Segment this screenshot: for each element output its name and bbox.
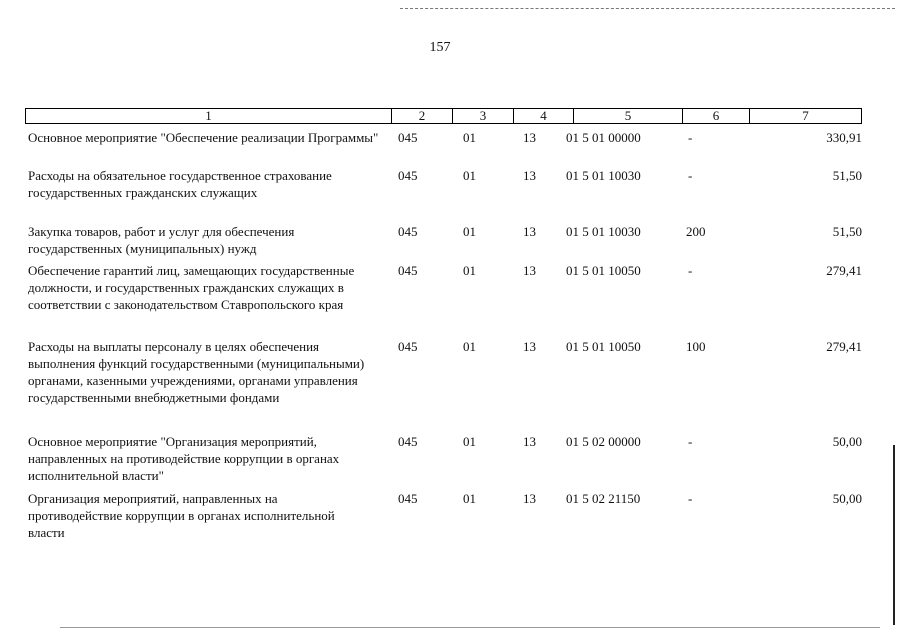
row-name: Расходы на обязательное государственное страхование государственных гражданских служащих	[28, 168, 332, 200]
row-name: Расходы на выплаты персоналу в целях обеспечения выполнения функций государственными (муниципальными) органами, казенными учреждениями, органами управления государственными внебюджетными фондами	[28, 339, 365, 405]
row-name: Организация мероприятий, направленных на противодействие коррупции в органах исполнительной власти	[28, 491, 335, 540]
row-code: 01 5 01 10030	[566, 224, 641, 239]
row-section: 01	[463, 263, 476, 278]
row-code: 01 5 01 10050	[566, 339, 641, 354]
row-section: 01	[463, 491, 476, 506]
row-name: Закупка товаров, работ и услуг для обеспечения государственных (муниципальных) нужд	[28, 224, 295, 256]
row-section: 01	[463, 130, 476, 145]
row-code: 01 5 01 10030	[566, 168, 641, 183]
row-section: 01	[463, 434, 476, 449]
row-grbs: 045	[398, 434, 418, 449]
row-section: 01	[463, 224, 476, 239]
row-subsection: 13	[523, 491, 536, 506]
header-col-2: 2	[391, 109, 452, 123]
row-type: -	[688, 168, 693, 183]
row-sum: 330,91	[826, 130, 862, 145]
header-col-1: 1	[205, 108, 212, 123]
header-col-3: 3	[452, 109, 513, 123]
scan-edge-right	[893, 445, 895, 625]
row-name: Основное мероприятие "Обеспечение реализации Программы"	[28, 130, 379, 145]
row-sum: 51,50	[832, 168, 862, 183]
header-col-5: 5	[573, 109, 682, 123]
row-type: -	[688, 130, 693, 145]
table-header	[25, 108, 862, 124]
row-section: 01	[463, 168, 476, 183]
row-section: 01	[463, 339, 476, 354]
row-sum: 51,50	[832, 224, 862, 239]
header-col-4: 4	[513, 109, 573, 123]
row-type: 100	[686, 339, 706, 354]
scan-edge-bottom	[60, 627, 880, 628]
row-grbs: 045	[398, 339, 418, 354]
row-sum: 279,41	[826, 339, 862, 354]
row-grbs: 045	[398, 491, 418, 506]
row-code: 01 5 01 10050	[566, 263, 641, 278]
row-sum: 279,41	[826, 263, 862, 278]
header-col-7: 7	[749, 109, 861, 123]
page-number: 157	[429, 40, 451, 55]
scan-edge-top	[400, 8, 895, 9]
row-grbs: 045	[398, 130, 418, 145]
row-sum: 50,00	[832, 434, 862, 449]
row-name: Обеспечение гарантий лиц, замещающих государственные должности, и государственных гражданских служащих в соответствии с законодательством Ставропольского края	[28, 263, 355, 312]
row-type: -	[688, 434, 693, 449]
row-type: -	[688, 263, 693, 278]
row-subsection: 13	[523, 263, 536, 278]
row-name: Основное мероприятие "Организация мероприятий, направленных на противодействие коррупции в органах исполнительной власти"	[28, 434, 340, 483]
row-subsection: 13	[523, 434, 536, 449]
row-code: 01 5 01 00000	[566, 130, 641, 145]
row-code: 01 5 02 00000	[566, 434, 641, 449]
row-type: 200	[686, 224, 706, 239]
row-type: -	[688, 491, 693, 506]
row-subsection: 13	[523, 168, 536, 183]
row-subsection: 13	[523, 339, 536, 354]
header-col-6: 6	[682, 109, 749, 123]
row-grbs: 045	[398, 168, 418, 183]
row-grbs: 045	[398, 263, 418, 278]
row-code: 01 5 02 21150	[566, 491, 641, 506]
row-subsection: 13	[523, 224, 536, 239]
row-grbs: 045	[398, 224, 418, 239]
row-sum: 50,00	[832, 491, 862, 506]
row-subsection: 13	[523, 130, 536, 145]
